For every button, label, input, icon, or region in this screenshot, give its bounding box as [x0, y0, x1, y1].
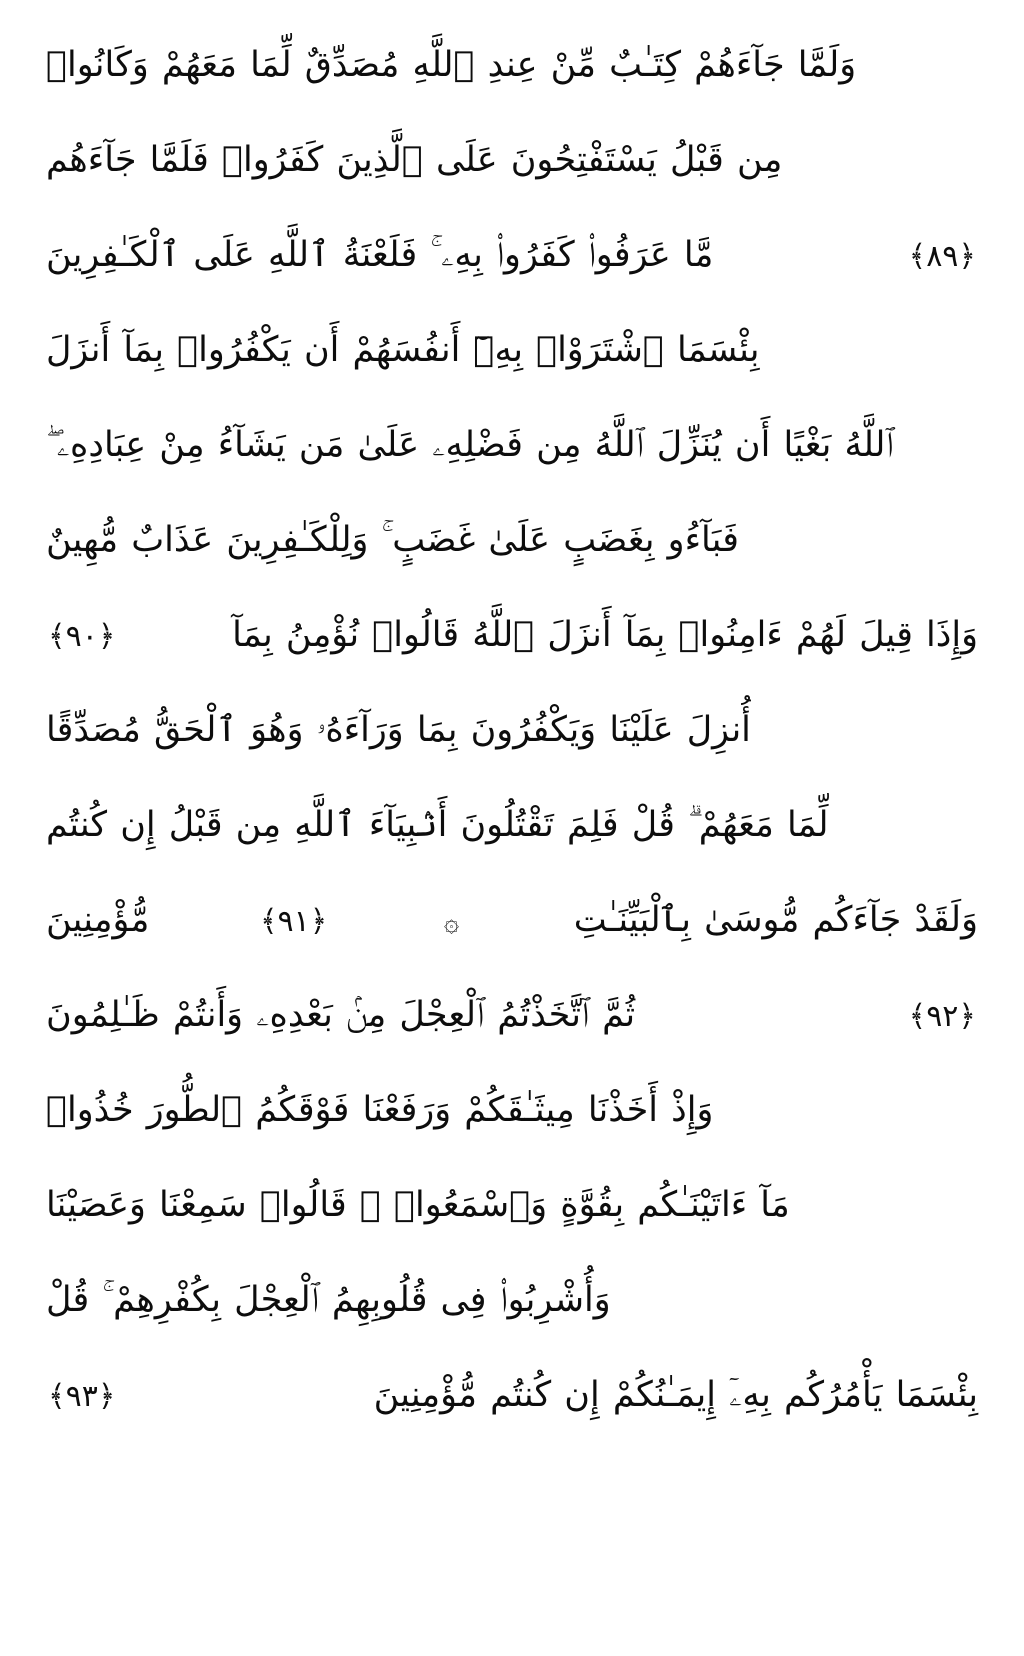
quran-line [46, 873, 978, 968]
quran-line [46, 113, 978, 208]
quran-line-run: وَلَقَدْ جَآءَكُم مُّوسَىٰ بِٱلْبَيِّنَـٰتِ [573, 900, 978, 940]
quran-line-run: مُّؤْمِنِينَ [46, 900, 150, 940]
quran-line [46, 1348, 978, 1443]
quran-line [46, 398, 978, 493]
quran-line-run: مَآ ءَاتَيْنَـٰكُم بِقُوَّةٍ وَٱسْمَعُوا۟ ۖ قَالُوا۟ سَمِعْنَا وَعَصَيْنَا [46, 1185, 790, 1225]
ayah-number-marker: ﴿٩٣﴾ [48, 1379, 116, 1414]
ayah-number-marker: ﴿٩٢﴾ [908, 999, 976, 1034]
quran-line-run: لِّمَا مَعَهُمْ ۗ قُلْ فَلِمَ تَقْتُلُونَ أَنۢبِيَآءَ ٱللَّهِ مِن قَبْلُ إِن كُنتُم [46, 805, 829, 845]
quran-line-run: مَّا عَرَفُوا۟ كَفَرُوا۟ بِهِۦ ۚ فَلَعْنَةُ ٱللَّهِ عَلَى ٱلْكَـٰفِرِينَ [46, 235, 714, 275]
ayah-number-marker: ﴿٩١﴾ [259, 904, 328, 939]
ayah-number-marker: ﴿٩٠﴾ [48, 619, 116, 654]
quran-line-run: وَإِذَا قِيلَ لَهُمْ ءَامِنُوا۟ بِمَآ أَنزَلَ ٱللَّهُ قَالُوا۟ نُؤْمِنُ بِمَآ [232, 615, 978, 655]
quran-line-run: ثُمَّ ٱتَّخَذْتُمُ ٱلْعِجْلَ مِنۢ بَعْدِهِۦ وَأَنتُمْ ظَـٰلِمُونَ [46, 995, 636, 1035]
quran-line [46, 1158, 978, 1253]
quran-line [46, 1253, 978, 1348]
quran-line [46, 208, 978, 303]
rub-el-hizb-icon: ۞ [443, 908, 460, 938]
quran-line [46, 493, 978, 588]
quran-line [46, 18, 978, 113]
quran-line [46, 1063, 978, 1158]
quran-line [46, 778, 978, 873]
quran-line [46, 303, 978, 398]
quran-line-run: بِئْسَمَا ٱشْتَرَوْا۟ بِهِۦٓ أَنفُسَهُمْ أَن يَكْفُرُوا۟ بِمَآ أَنزَلَ [46, 330, 760, 370]
quran-text-block [46, 18, 978, 1443]
quran-line-run: أُنزِلَ عَلَيْنَا وَيَكْفُرُونَ بِمَا وَرَآءَهُۥ وَهُوَ ٱلْحَقُّ مُصَدِّقًا [46, 710, 751, 750]
quran-line [46, 683, 978, 778]
quran-line-run: ٱللَّهُ بَغْيًا أَن يُنَزِّلَ ٱللَّهُ مِن فَضْلِهِۦ عَلَىٰ مَن يَشَآءُ مِنْ عِبَادِهِۦ ۖ [46, 425, 894, 465]
quran-line-run: وَأُشْرِبُوا۟ فِى قُلُوبِهِمُ ٱلْعِجْلَ بِكُفْرِهِمْ ۚ قُلْ [46, 1280, 611, 1320]
quran-line-run: وَلَمَّا جَآءَهُمْ كِتَـٰبٌ مِّنْ عِندِ ٱللَّهِ مُصَدِّقٌ لِّمَا مَعَهُمْ وَكَانُوا۟ [46, 45, 857, 85]
quran-line-run: وَإِذْ أَخَذْنَا مِيثَـٰقَكُمْ وَرَفَعْنَا فَوْقَكُمُ ٱلطُّورَ خُذُوا۟ [46, 1090, 714, 1130]
quran-line [46, 588, 978, 683]
quran-line-run: مِن قَبْلُ يَسْتَفْتِحُونَ عَلَى ٱلَّذِينَ كَفَرُوا۟ فَلَمَّا جَآءَهُم [46, 140, 783, 180]
quran-line-run: فَبَآءُو بِغَضَبٍ عَلَىٰ غَضَبٍ ۚ وَلِلْكَـٰفِرِينَ عَذَابٌ مُّهِينٌ [46, 520, 739, 560]
quran-line [46, 968, 978, 1063]
quran-line-run: بِئْسَمَا يَأْمُرُكُم بِهِۦٓ إِيمَـٰنُكُمْ إِن كُنتُم مُّؤْمِنِينَ [373, 1375, 978, 1415]
ayah-number-marker: ﴿٨٩﴾ [908, 239, 976, 274]
